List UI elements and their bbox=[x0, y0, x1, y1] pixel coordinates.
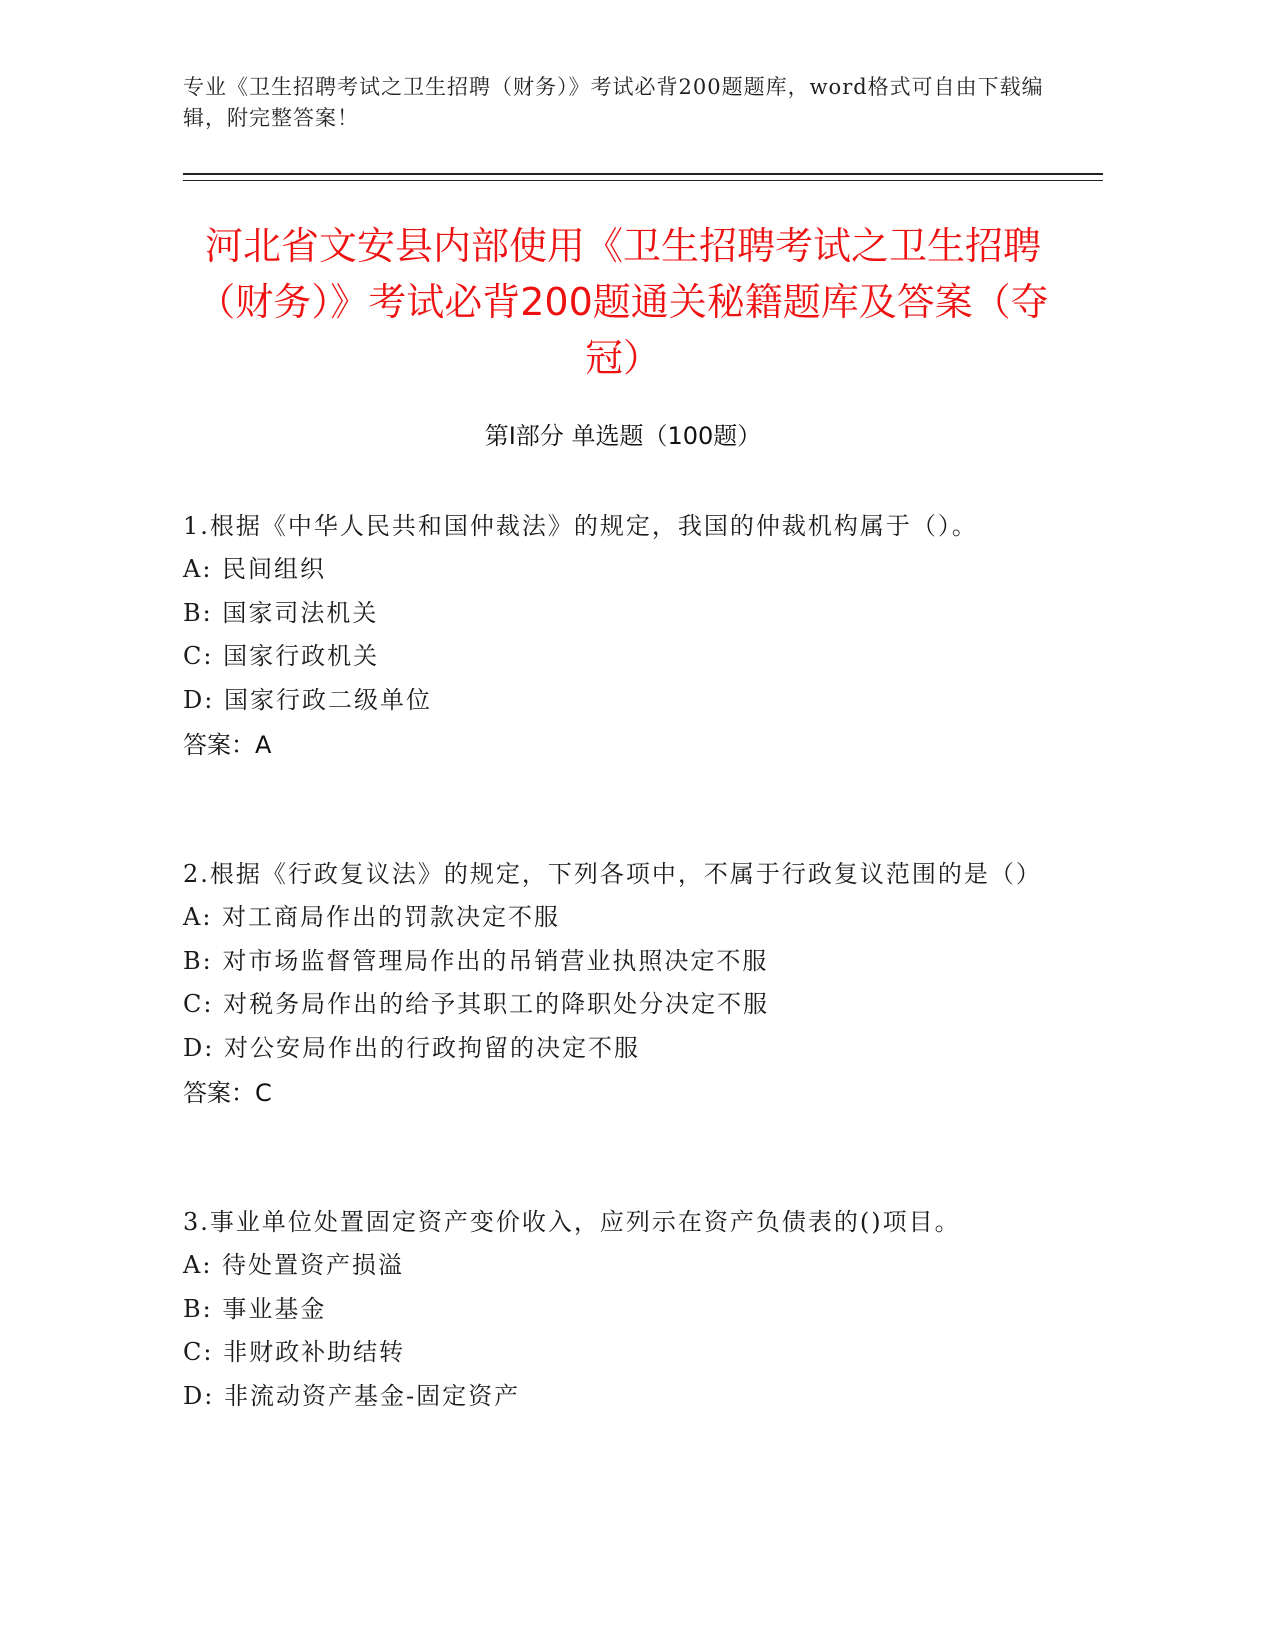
section-title: 第Ⅰ部分 单选题（100题） bbox=[484, 422, 762, 450]
document-title: 河北省文安县内部使用《卫生招聘考试之卫生招聘（财务）》考试必背200题通关秘籍题库及答案（夺冠） bbox=[197, 224, 1049, 380]
question-3 bbox=[183, 1201, 1043, 1418]
option-c: C: 对税务局作出的给予其职工的降职处分决定不服 bbox=[183, 990, 770, 1018]
answer: 答案：A bbox=[183, 731, 272, 759]
header-rule-thick bbox=[183, 173, 1103, 175]
option-d: D: 国家行政二级单位 bbox=[183, 685, 432, 714]
option-b: B: 对市场监督管理局作出的吊销营业执照决定不服 bbox=[183, 946, 769, 975]
question-stem: 1.根据《中华人民共和国仲裁法》的规定，我国的仲裁机构属于（）。 bbox=[183, 512, 978, 540]
question-1 bbox=[183, 505, 1043, 768]
answer: 答案：C bbox=[183, 1079, 272, 1107]
option-d: D: 非流动资产基金-固定资产 bbox=[183, 1381, 521, 1410]
option-a: A: 民间组织 bbox=[183, 555, 327, 583]
question-stem: 3.事业单位处置固定资产变价收入，应列示在资产负债表的()项目。 bbox=[183, 1208, 961, 1236]
option-c: C: 国家行政机关 bbox=[183, 642, 380, 670]
option-b: B: 事业基金 bbox=[183, 1294, 327, 1323]
question-stem: 2.根据《行政复议法》的规定，下列各项中，不属于行政复议范围的是（） bbox=[183, 860, 1042, 888]
question-2 bbox=[183, 853, 1043, 1116]
option-b: B: 国家司法机关 bbox=[183, 598, 379, 627]
option-a: A: 待处置资产损溢 bbox=[183, 1251, 405, 1279]
header-rule-thin bbox=[183, 180, 1103, 181]
option-a: A: 对工商局作出的罚款决定不服 bbox=[183, 903, 561, 931]
option-c: C: 非财政补助结转 bbox=[183, 1338, 406, 1366]
header-note: 专业《卫生招聘考试之卫生招聘（财务）》考试必背200题题库，word格式可自由下载编辑，附完整答案！ bbox=[183, 75, 1044, 130]
option-d: D: 对公安局作出的行政拘留的决定不服 bbox=[183, 1033, 640, 1062]
